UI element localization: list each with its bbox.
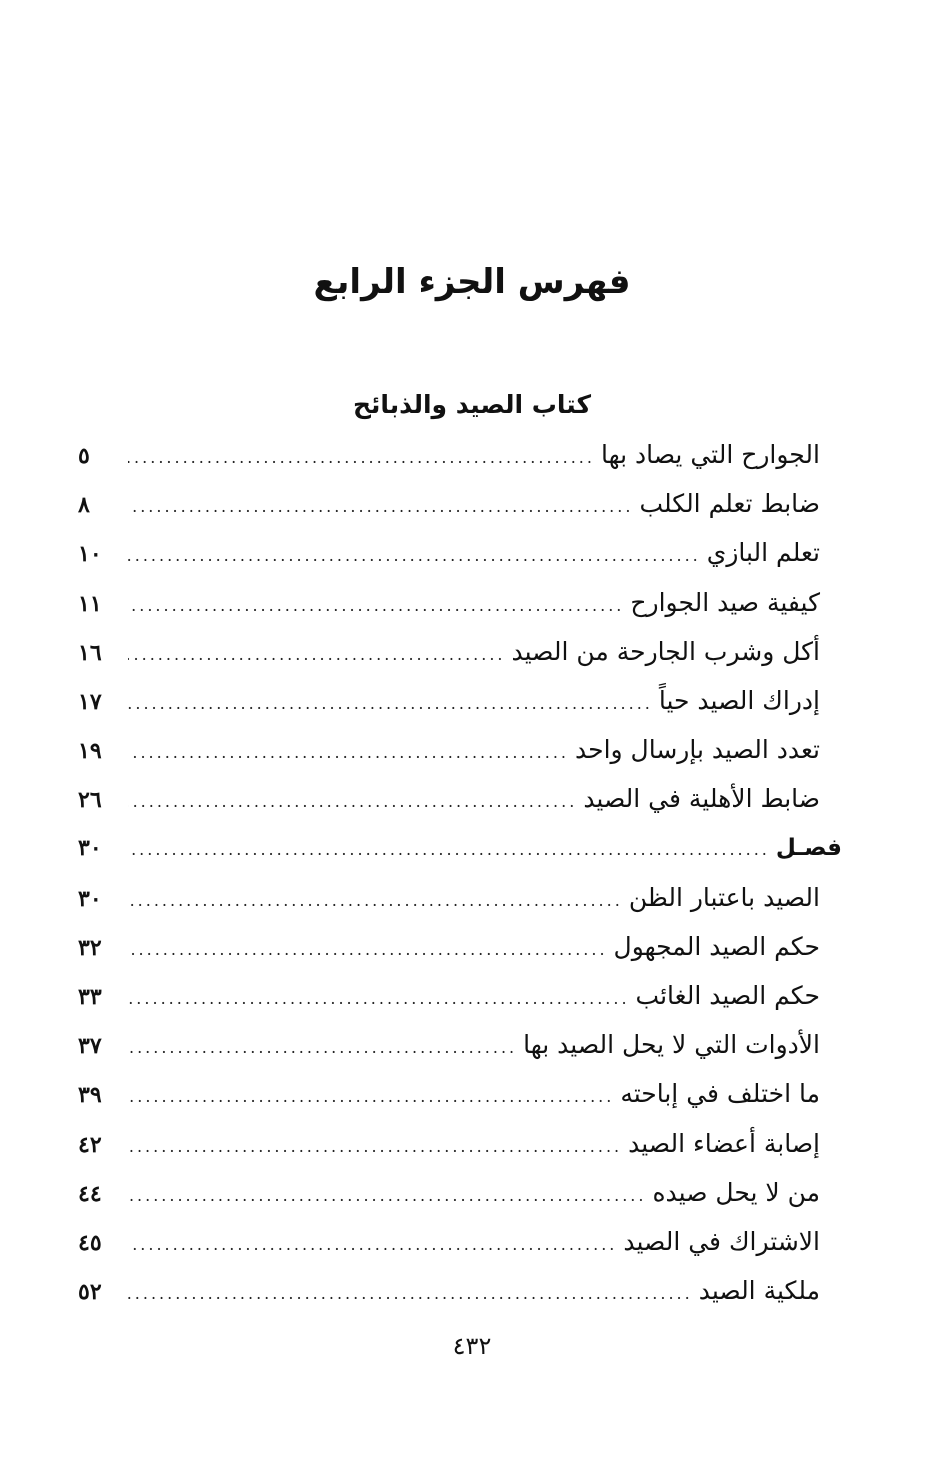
toc-entry-label: ضابط تعلم الكلب [639,489,820,519]
toc-entry-label: كيفية صيد الجوارح [630,587,820,617]
toc-entry-page: ١٩ [78,738,102,765]
dot-leader [128,679,653,728]
toc-entry-page: ٣٢ [78,934,102,961]
toc-entry [78,873,820,922]
toc-entry-page: ٤٢ [78,1131,102,1158]
toc-entry [78,1217,820,1266]
dot-leader [128,728,569,777]
dot-leader [128,1269,693,1318]
table-of-contents [78,430,842,1315]
toc-entry-label: حكم الصيد الغائب [635,981,820,1011]
toc-entry-page: ١٦ [78,639,102,666]
toc-entry [78,578,820,627]
toc-entry-page: ٣٠ [78,834,102,861]
toc-entry-label: ضابط الأهلية في الصيد [583,784,820,814]
toc-entry-label: فصـل [775,834,842,861]
toc-entry-page: ٥ [78,443,90,469]
toc-entry-page: ٣٣ [78,984,102,1011]
dot-leader [128,925,608,974]
dot-leader [128,1220,617,1269]
toc-entry-page: ١٠ [78,541,102,568]
toc-entry-page: ٨ [78,492,90,519]
section-title: كتاب الصيد والذبائح [352,390,591,419]
toc-entry-label: إصابة أعضاء الصيد [628,1128,820,1158]
toc-entry-page: ١٧ [78,688,102,715]
dot-leader [128,630,506,679]
dot-leader [128,1072,614,1121]
toc-entry [78,1069,820,1118]
toc-entry [78,774,820,823]
toc-entry-page: ١١ [78,590,102,617]
toc-entry-label: ملكية الصيد [698,1276,820,1306]
toc-entry-label: تعدد الصيد بإرسال واحد [575,735,820,765]
toc-entry-label: من لا يحل صيده [652,1177,820,1207]
toc-entry [78,1266,820,1315]
toc-entry [78,1020,820,1069]
toc-entry [78,676,820,725]
toc-entry-label: الصيد باعتبار الظن [628,882,820,912]
toc-chapter-entry [78,824,842,873]
dot-leader [128,1023,517,1072]
dot-leader [128,581,624,630]
toc-entry-label: إدراك الصيد حياً [658,685,820,715]
toc-entry-label: تعلم البازي [706,538,820,568]
toc-entry-label: أكل وشرب الجارحة من الصيد [511,636,820,666]
dot-leader [128,482,633,531]
toc-entry-page: ٥٢ [78,1279,102,1306]
toc-entry [78,1119,820,1168]
toc-entry [78,725,820,774]
page-number: ٤٣٢ [452,1332,492,1360]
toc-entry-label: الأدوات التي لا يحل الصيد بها [523,1030,820,1060]
dot-leader [128,433,595,482]
toc-entry [78,479,820,528]
toc-entry-page: ٤٥ [78,1230,102,1256]
dot-leader [128,531,701,580]
toc-entry [78,971,820,1020]
toc-entry-page: ٣٧ [78,1033,102,1060]
toc-entry-label: الجوارح التي يصاد بها [600,440,820,469]
toc-entry-page: ٣٠ [78,885,102,912]
dot-leader [128,974,630,1023]
page-title: فهرس الجزء الرابع [313,262,631,302]
dot-leader [128,876,623,925]
dot-leader [128,825,770,874]
dot-leader [128,1122,622,1171]
toc-entry-label: حكم الصيد المجهول [613,931,820,961]
toc-entry [78,627,820,676]
toc-entry [78,922,820,971]
toc-entry [78,1168,820,1217]
toc-entry-label: الاشتراك في الصيد [623,1227,820,1256]
toc-entry-page: ٢٦ [78,787,102,814]
toc-entry-page: ٣٩ [78,1082,102,1109]
dot-leader [128,777,577,826]
toc-entry [78,430,820,479]
toc-entry-label: ما اختلف في إباحته [620,1079,820,1109]
toc-entry-page: ٤٤ [78,1180,102,1207]
toc-entry [78,528,820,577]
dot-leader [128,1171,646,1220]
